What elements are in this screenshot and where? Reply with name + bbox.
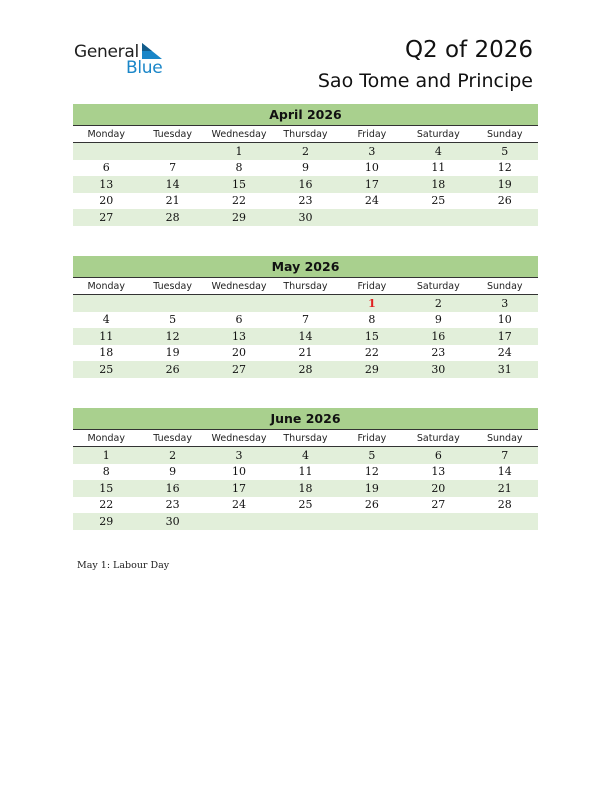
day-cell: 4 bbox=[272, 447, 338, 464]
weekday-label: Wednesday bbox=[206, 126, 272, 143]
day-cell: 4 bbox=[405, 143, 471, 160]
day-cell: 25 bbox=[431, 194, 446, 208]
weekday-label: Friday bbox=[339, 126, 405, 143]
day-cell bbox=[272, 513, 338, 530]
week-row bbox=[73, 143, 538, 160]
week-row bbox=[73, 160, 538, 177]
week-row bbox=[73, 345, 538, 362]
week-row bbox=[73, 447, 538, 464]
day-cell: 12 bbox=[139, 328, 205, 345]
day-cell: 17 bbox=[472, 328, 538, 345]
day-cell: 4 bbox=[102, 313, 110, 327]
day-cell: 29 bbox=[339, 361, 405, 378]
weekday-label: Saturday bbox=[405, 430, 471, 447]
day-cell: 15 bbox=[206, 176, 272, 193]
day-cell: 3 bbox=[206, 447, 272, 464]
day-cell: 27 bbox=[431, 498, 446, 512]
day-cell: 20 bbox=[99, 194, 114, 208]
day-cell: 12 bbox=[497, 161, 512, 175]
day-cell: 7 bbox=[301, 313, 309, 327]
weekday-label: Wednesday bbox=[206, 278, 272, 295]
week-row bbox=[73, 312, 538, 329]
day-cell: 18 bbox=[99, 346, 114, 360]
country-title: Sao Tome and Principe bbox=[317, 70, 533, 92]
day-cell bbox=[73, 143, 139, 160]
weekday-label: Wednesday bbox=[206, 430, 272, 447]
week-row bbox=[73, 209, 538, 226]
day-cell: 8 bbox=[102, 465, 110, 479]
day-cell: 17 bbox=[206, 480, 272, 497]
day-cell: 25 bbox=[298, 498, 313, 512]
weekday-label: Saturday bbox=[405, 278, 471, 295]
day-cell bbox=[73, 295, 139, 312]
day-cell: 18 bbox=[272, 480, 338, 497]
day-cell: 21 bbox=[165, 194, 180, 208]
day-cell: 5 bbox=[339, 447, 405, 464]
weekday-label: Tuesday bbox=[139, 430, 205, 447]
day-cell bbox=[206, 295, 272, 312]
week-row bbox=[73, 176, 538, 193]
day-cell: 31 bbox=[472, 361, 538, 378]
month-calendar-june bbox=[73, 408, 538, 530]
weekday-label: Tuesday bbox=[139, 278, 205, 295]
day-cell: 12 bbox=[364, 465, 379, 479]
day-cell: 26 bbox=[139, 361, 205, 378]
day-cell: 7 bbox=[169, 161, 177, 175]
month-header: June 2026 bbox=[73, 408, 538, 429]
week-row bbox=[73, 480, 538, 497]
day-cell: 26 bbox=[364, 498, 379, 512]
week-row bbox=[73, 497, 538, 514]
weekday-label: Monday bbox=[73, 278, 139, 295]
day-cell: 19 bbox=[165, 346, 180, 360]
day-cell bbox=[405, 513, 471, 530]
day-cell: 29 bbox=[73, 513, 139, 530]
day-cell: 22 bbox=[99, 498, 114, 512]
month-header: April 2026 bbox=[73, 104, 538, 125]
day-cell: 14 bbox=[497, 465, 512, 479]
holiday-day-cell: 1 bbox=[339, 295, 405, 312]
day-cell bbox=[472, 513, 538, 530]
month-grid bbox=[73, 277, 538, 378]
day-cell: 19 bbox=[472, 176, 538, 193]
day-cell: 21 bbox=[298, 346, 313, 360]
day-cell: 9 bbox=[434, 313, 442, 327]
week-row bbox=[73, 295, 538, 312]
day-cell bbox=[139, 295, 205, 312]
day-cell: 6 bbox=[235, 313, 243, 327]
day-cell: 8 bbox=[368, 313, 376, 327]
week-row bbox=[73, 193, 538, 210]
day-cell: 30 bbox=[405, 361, 471, 378]
week-row bbox=[73, 361, 538, 378]
weekday-label: Thursday bbox=[272, 126, 338, 143]
day-cell: 15 bbox=[73, 480, 139, 497]
day-cell: 6 bbox=[102, 161, 110, 175]
day-cell: 24 bbox=[364, 194, 379, 208]
day-cell: 17 bbox=[339, 176, 405, 193]
day-cell: 8 bbox=[235, 161, 243, 175]
day-cell: 25 bbox=[73, 361, 139, 378]
day-cell: 10 bbox=[364, 161, 379, 175]
day-cell: 21 bbox=[472, 480, 538, 497]
day-cell: 6 bbox=[405, 447, 471, 464]
day-cell: 20 bbox=[232, 346, 247, 360]
day-cell: 10 bbox=[497, 313, 512, 327]
day-cell: 16 bbox=[139, 480, 205, 497]
day-cell: 1 bbox=[206, 143, 272, 160]
weekday-header-row bbox=[73, 430, 538, 447]
day-cell: 28 bbox=[139, 209, 205, 226]
day-cell: 20 bbox=[405, 480, 471, 497]
month-header: May 2026 bbox=[73, 256, 538, 277]
weekday-label: Monday bbox=[73, 430, 139, 447]
day-cell: 2 bbox=[139, 447, 205, 464]
day-cell: 24 bbox=[232, 498, 247, 512]
day-cell: 19 bbox=[339, 480, 405, 497]
day-cell: 29 bbox=[206, 209, 272, 226]
day-cell: 23 bbox=[298, 194, 313, 208]
day-cell bbox=[339, 209, 405, 226]
day-cell: 3 bbox=[339, 143, 405, 160]
day-cell: 24 bbox=[497, 346, 512, 360]
weekday-label: Friday bbox=[339, 278, 405, 295]
weekday-header-row bbox=[73, 278, 538, 295]
day-cell: 28 bbox=[497, 498, 512, 512]
weekday-label: Saturday bbox=[405, 126, 471, 143]
month-grid bbox=[73, 125, 538, 226]
weekday-label: Thursday bbox=[272, 278, 338, 295]
week-row bbox=[73, 513, 538, 530]
weekday-label: Tuesday bbox=[139, 126, 205, 143]
day-cell: 14 bbox=[139, 176, 205, 193]
day-cell: 27 bbox=[206, 361, 272, 378]
day-cell: 2 bbox=[405, 295, 471, 312]
day-cell: 11 bbox=[73, 328, 139, 345]
day-cell: 23 bbox=[165, 498, 180, 512]
day-cell: 30 bbox=[139, 513, 205, 530]
day-cell: 22 bbox=[364, 346, 379, 360]
day-cell: 2 bbox=[272, 143, 338, 160]
week-row bbox=[73, 464, 538, 481]
day-cell: 5 bbox=[169, 313, 177, 327]
day-cell bbox=[139, 143, 205, 160]
logo-triangle-icon bbox=[142, 43, 162, 59]
day-cell: 13 bbox=[206, 328, 272, 345]
weekday-label: Sunday bbox=[472, 278, 538, 295]
day-cell bbox=[405, 209, 471, 226]
day-cell: 14 bbox=[272, 328, 338, 345]
day-cell: 10 bbox=[232, 465, 247, 479]
day-cell: 5 bbox=[472, 143, 538, 160]
day-cell: 3 bbox=[472, 295, 538, 312]
day-cell: 27 bbox=[73, 209, 139, 226]
day-cell: 28 bbox=[272, 361, 338, 378]
week-row bbox=[73, 328, 538, 345]
day-cell: 1 bbox=[73, 447, 139, 464]
day-cell bbox=[339, 513, 405, 530]
day-cell bbox=[272, 295, 338, 312]
day-cell: 16 bbox=[272, 176, 338, 193]
day-cell: 11 bbox=[298, 465, 313, 479]
day-cell: 26 bbox=[497, 194, 512, 208]
day-cell: 9 bbox=[301, 161, 309, 175]
weekday-header-row bbox=[73, 126, 538, 143]
day-cell: 7 bbox=[472, 447, 538, 464]
holiday-note: May 1: Labour Day bbox=[77, 560, 170, 571]
day-cell: 23 bbox=[431, 346, 446, 360]
day-cell: 15 bbox=[339, 328, 405, 345]
generalblue-logo bbox=[74, 40, 174, 80]
weekday-label: Monday bbox=[73, 126, 139, 143]
day-cell: 11 bbox=[431, 161, 446, 175]
weekday-label: Sunday bbox=[472, 430, 538, 447]
month-grid bbox=[73, 429, 538, 530]
day-cell: 30 bbox=[272, 209, 338, 226]
logo-word-general: General bbox=[74, 42, 139, 62]
quarter-title: Q2 of 2026 bbox=[404, 37, 533, 63]
weekday-label: Friday bbox=[339, 430, 405, 447]
day-cell bbox=[206, 513, 272, 530]
day-cell: 13 bbox=[73, 176, 139, 193]
weekday-label: Sunday bbox=[472, 126, 538, 143]
day-cell: 16 bbox=[405, 328, 471, 345]
weekday-label: Thursday bbox=[272, 430, 338, 447]
month-calendar-april bbox=[73, 104, 538, 226]
day-cell: 9 bbox=[169, 465, 177, 479]
day-cell: 22 bbox=[232, 194, 247, 208]
day-cell: 13 bbox=[431, 465, 446, 479]
day-cell: 18 bbox=[405, 176, 471, 193]
logo-word-blue: Blue bbox=[126, 58, 163, 78]
day-cell bbox=[472, 209, 538, 226]
month-calendar-may bbox=[73, 256, 538, 378]
